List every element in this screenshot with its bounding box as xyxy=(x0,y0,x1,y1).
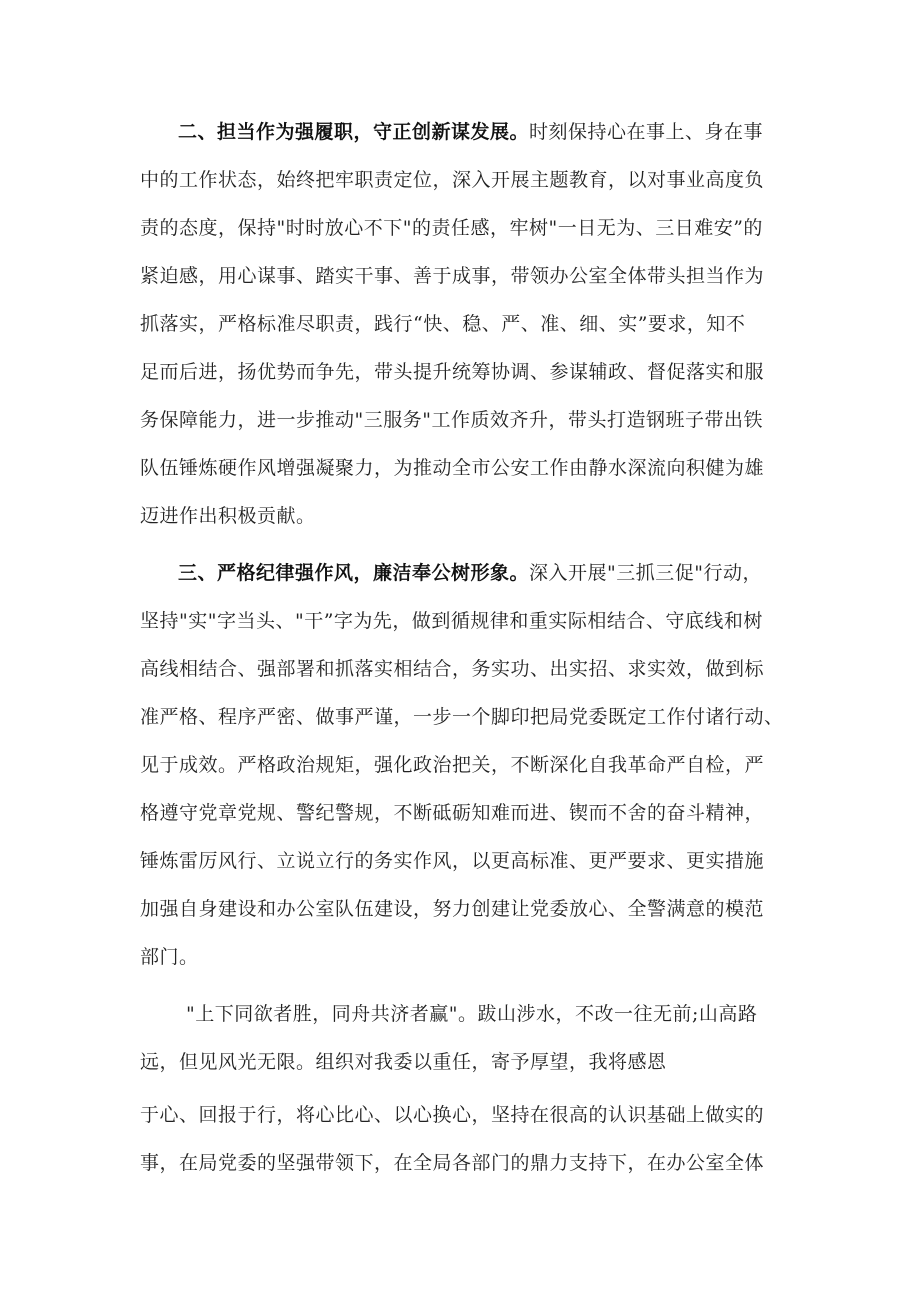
paragraph-line: 责的态度，保持"时时放心不下"的责任感，牢树"一日无为、三日难安”的 xyxy=(140,217,763,239)
paragraph-line: 格遵守党章党规、警纪警规，不断砥砺知难而进、锲而不舍的奋斗精神， xyxy=(140,802,765,824)
paragraph-line: 队伍锤炼硬作风增强凝聚力，为推动全市公安工作由静水深流向积健为雄 xyxy=(140,457,765,479)
paragraph-text: 深入开展"三抓三促"行动， xyxy=(529,562,762,584)
paragraph-line: 部门。 xyxy=(140,946,199,968)
paragraph-line: 高线相结合、强部署和抓落实相结合，务实功、出实招、求实效，做到标 xyxy=(140,658,765,680)
paragraph-line: 准严格、程序严密、做事严谨，一步一个脚印把局党委既定工作付诸行动、 xyxy=(140,706,784,728)
paragraph-line: 锤炼雷厉风行、立说立行的务实作风，以更高标准、更严要求、更实措施 xyxy=(140,850,765,872)
paragraph-line: 事，在局党委的坚强带领下，在全局各部门的鼎力支持下，在办公室全体 xyxy=(140,1152,765,1174)
paragraph-line: 中的工作状态，始终把牢职责定位，深入开展主题教育，以对事业高度负 xyxy=(140,169,765,191)
paragraph-text: 时刻保持心在事上、身在事 xyxy=(529,121,764,143)
paragraph-line xyxy=(178,549,790,597)
paragraph-line: 紧迫感，用心谋事、踏实干事、善于成事，带领办公室全体带头担当作为 xyxy=(140,265,765,287)
paragraph-line: "上下同欲者胜，同舟共济者赢"。跋山涉水，不改一往无前;山高路 xyxy=(186,1003,758,1025)
section-heading: 三、严格纪律强作风，廉洁奉公树形象。 xyxy=(178,562,530,584)
paragraph-line xyxy=(178,108,790,156)
paragraph-line: 坚持"实"字当头、"干”字为先，做到循规律和重实际相结合、守底线和树 xyxy=(140,610,763,632)
paragraph-line: 抓落实，严格标准尽职责，践行“快、稳、严、准、细、实”要求，知不 xyxy=(140,313,746,335)
paragraph-line: 务保障能力，进一步推动"三服务"工作质效齐升，带头打造钢班子带出铁 xyxy=(140,409,763,431)
paragraph-line: 见于成效。严格政治规矩，强化政治把关，不断深化自我革命严自检，严 xyxy=(140,754,765,776)
paragraph-line: 加强自身建设和办公室队伍建设，努力创建让党委放心、全警满意的模范 xyxy=(140,898,765,920)
paragraph-line: 迈进作出积极贡献。 xyxy=(140,505,316,527)
paragraph-line: 足而后进，扬优势而争先，带头提升统筹协调、参谋辅政、督促落实和服 xyxy=(140,361,765,383)
paragraph-line: 远，但见风光无限。组织对我委以重任，寄予厚望，我将感恩 xyxy=(140,1051,667,1073)
section-heading: 二、担当作为强履职，守正创新谋发展。 xyxy=(178,121,530,143)
paragraph-line: 于心、回报于行，将心比心、以心换心，坚持在很高的认识基础上做实的 xyxy=(140,1104,765,1126)
